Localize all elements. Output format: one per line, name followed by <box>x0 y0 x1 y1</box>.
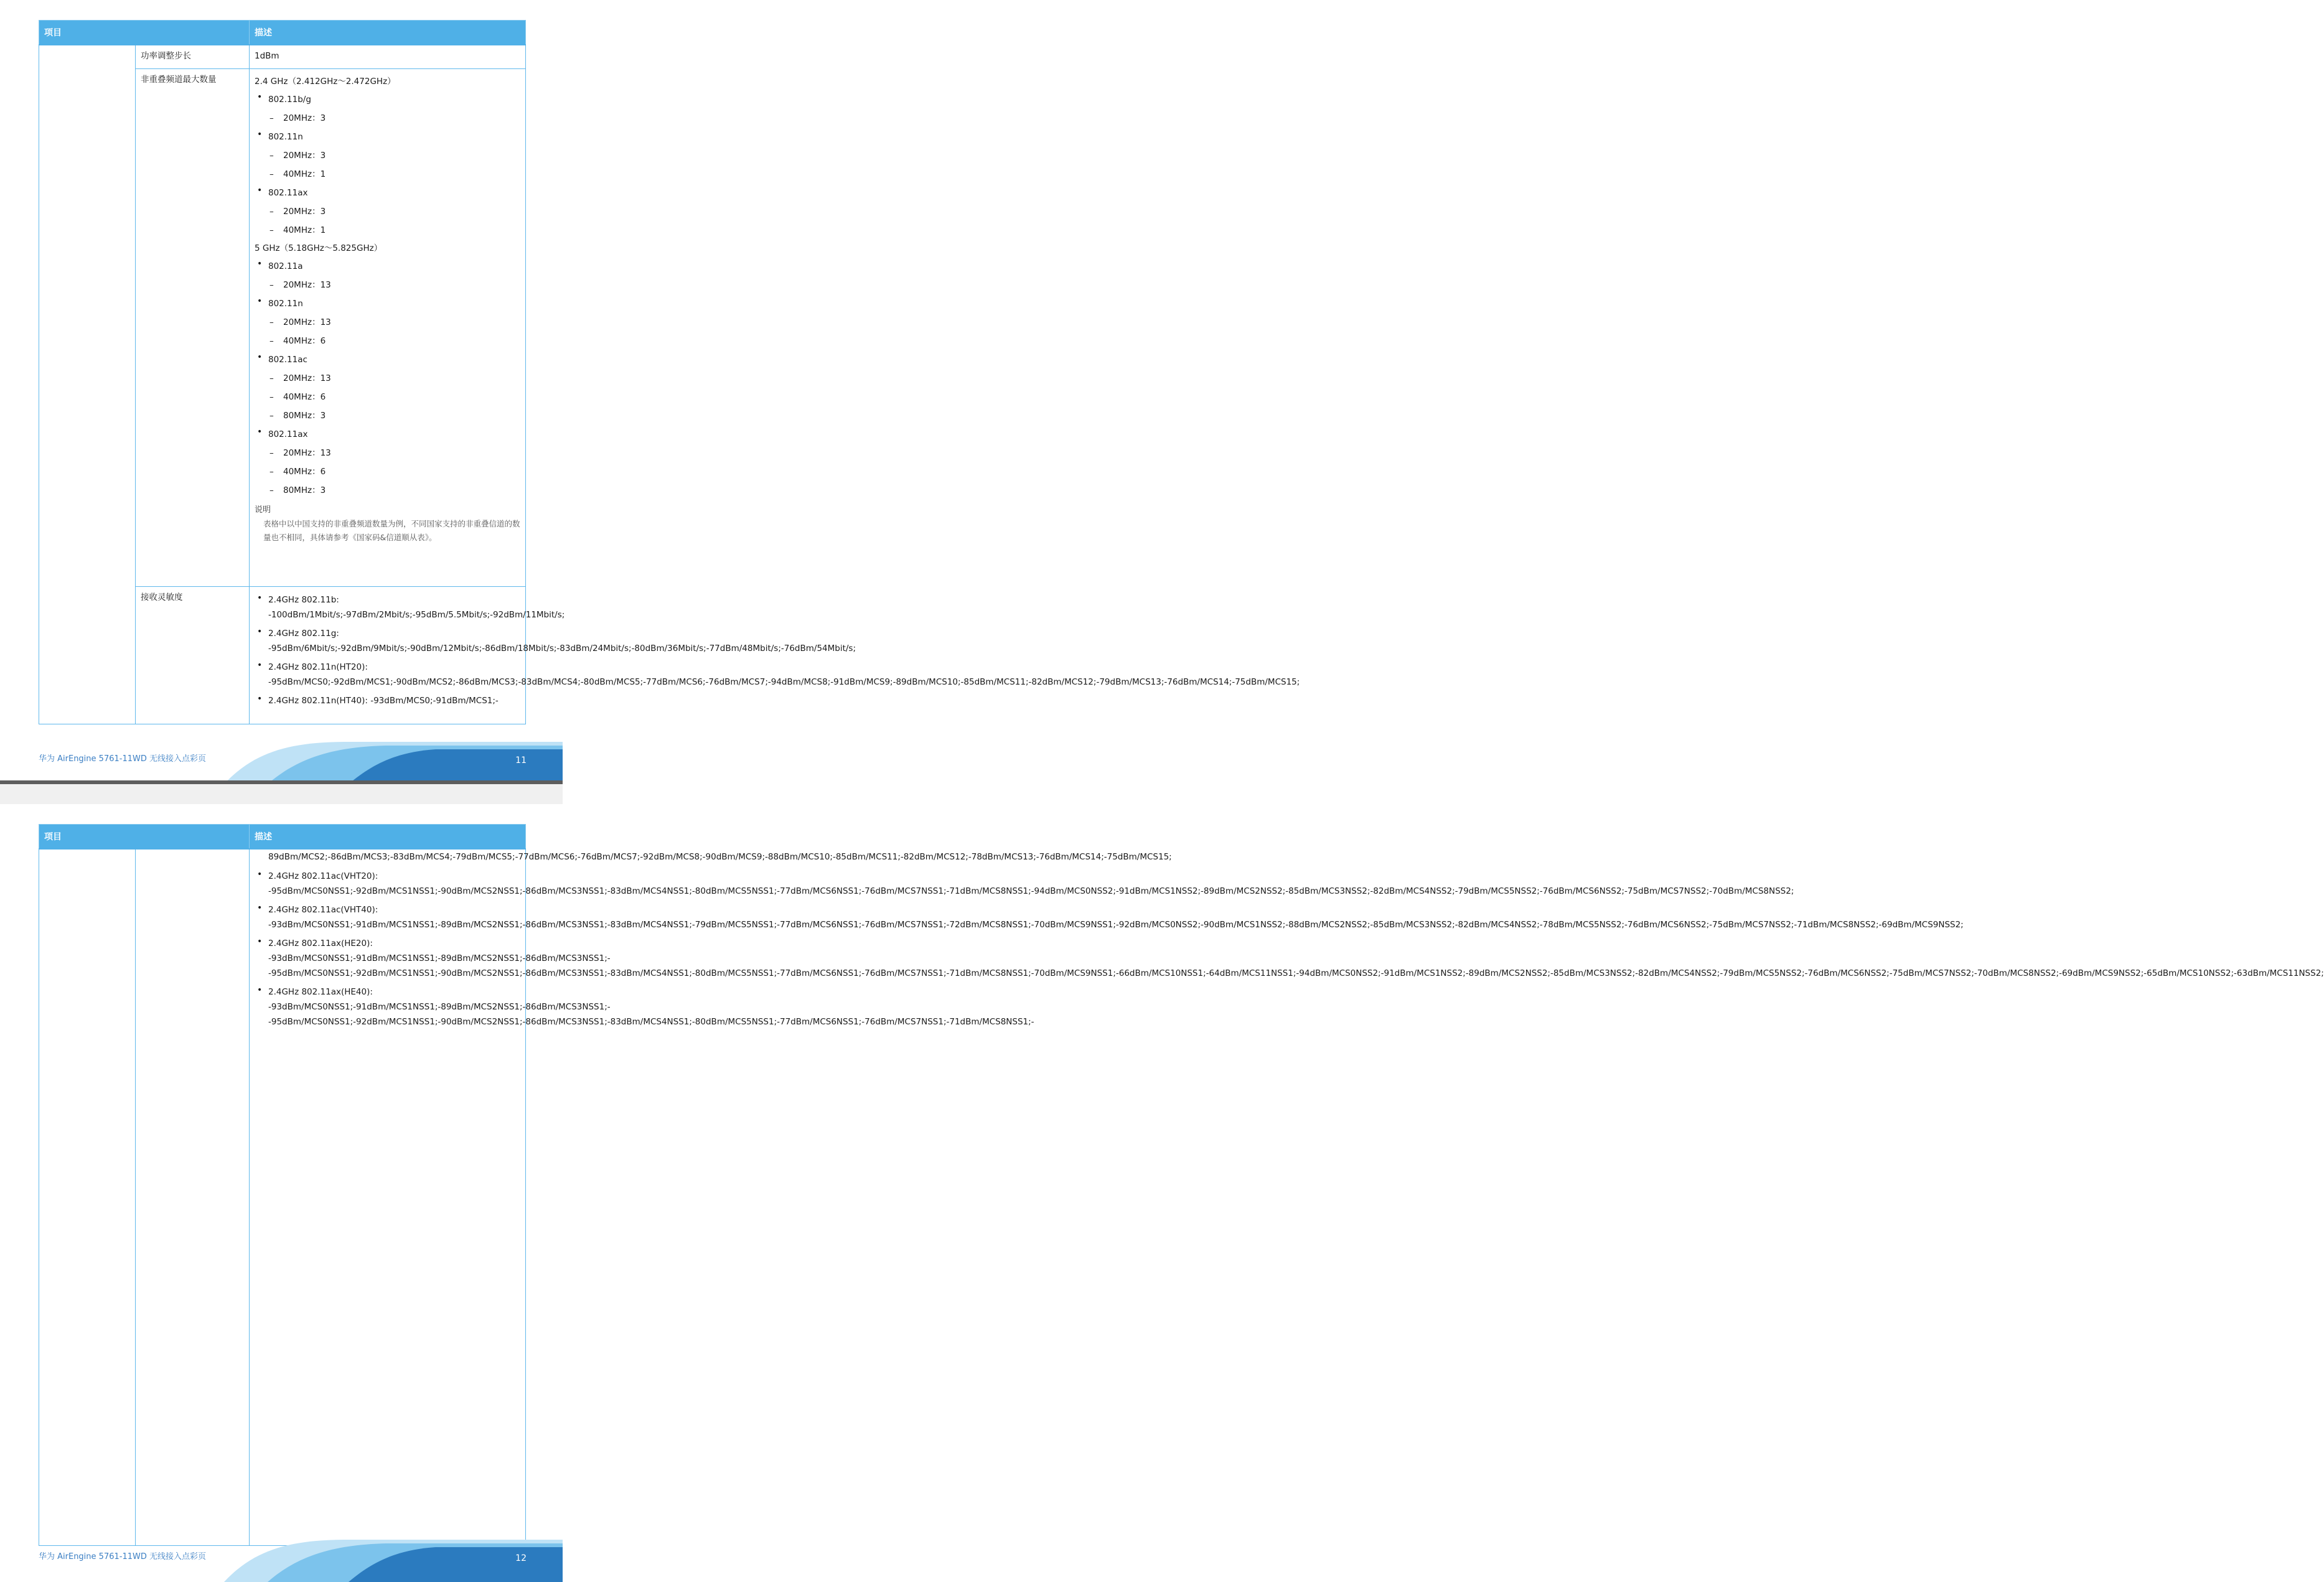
list-item: – 80MHz：3 <box>268 481 520 500</box>
list-item: • 2.4GHz 802.11n(HT20): -95dBm/MCS0;-92dBm/MCS1;-90dBm/MCS2;-86dBm/MCS3;-83dBm/MCS4;-80dBm/MCS5;-77dBm/MCS6;-76dBm/MCS7;-94dBm/MCS8;-91dBm/MCS9;-89dBm/MCS10;-85dBm/MCS11;-82dBm/MCS12;-79dBm/MCS13;-76dBm/MCS14;-75dBm/MCS15; <box>255 658 520 691</box>
list-item: • 802.11b/g – 20MHz：3 <box>255 90 520 128</box>
band-5ghz: 5 GHz（5.18GHz～5.825GHz） <box>255 243 383 253</box>
list-item: • 2.4GHz 802.11g: -95dBm/6Mbit/s;-92dBm/9Mbit/s;-90dBm/12Mbit/s;-86dBm/18Mbit/s;-83dBm/24Mbit/s;-80dBm/36Mbit/s;-77dBm/48Mbit/s;-76dBm/54Mbit/s; <box>255 624 520 658</box>
list-item: – 20MHz：13 <box>268 313 520 332</box>
category-cell <box>39 45 136 724</box>
list-item: – 20MHz：3 <box>268 202 520 221</box>
list-item: • 2.4GHz 802.11n(HT40): -93dBm/MCS0;-91dBm/MCS1;- <box>255 691 520 710</box>
note-title: 说明 <box>255 505 271 515</box>
document-page-12 <box>0 804 2324 1581</box>
standards-5ghz-list <box>255 257 520 500</box>
list-item: • 802.11n – 20MHz：13 – 40MHz：6 <box>255 294 520 350</box>
row-label: 功率调整步长 <box>136 45 250 68</box>
row-value <box>250 849 2324 1546</box>
list-item: • 2.4GHz 802.11ax(HE40): -93dBm/MCS0NSS1;-91dBm/MCS1NSS1;-89dBm/MCS2NSS1;-86dBm/MCS3NSS1;- -95dBm/MCS0NSS1;-92dBm/MCS1NSS1;-90dBm/MCS2NSS1;-86dBm/MCS3NSS1;-83dBm/MCS4NSS1;-80dBm/MCS5NSS1;-77dBm/MCS6NSS1;-76dBm/MCS7NSS1;-71dBm/MCS8NSS1;- <box>255 983 520 1031</box>
footer-title: 华为 AirEngine 5761-11WD 无线接入点彩页 <box>39 754 206 764</box>
document-page-11 <box>0 0 1300 783</box>
table-header-row <box>39 21 526 45</box>
sensitivity-list <box>255 591 1300 710</box>
list-item: – 20MHz：3 <box>268 109 520 128</box>
page-footer <box>0 738 563 784</box>
list-item: – 20MHz：13 <box>268 276 520 294</box>
list-item: • 2.4GHz 802.11ac(VHT40): -93dBm/MCS0NSS1;-91dBm/MCS1NSS1;-89dBm/MCS2NSS1;-86dBm/MCS3NSS1;-83dBm/MCS4NSS1;-79dBm/MCS5NSS1;-77dBm/MCS6NSS1;-76dBm/MCS7NSS1;-72dBm/MCS8NSS1;-70dBm/MCS9NSS1;-92dBm/MCS0NSS2;-90dBm/MCS1NSS2;-88dBm/MCS2NSS2;-85dBm/MCS3NSS2;-82dBm/MCS4NSS2;-78dBm/MCS5NSS2;-76dBm/MCS6NSS2;-75dBm/MCS7NSS2;-71dBm/MCS8NSS2;-69dBm/MCS9NSS2; <box>255 901 520 934</box>
list-item: • 2.4GHz 802.11ax(HE20): -93dBm/MCS0NSS1;-91dBm/MCS1NSS1;-89dBm/MCS2NSS1;-86dBm/MCS3NSS1;- -95dBm/MCS0NSS1;-92dBm/MCS1NSS1;-90dBm/MCS2NSS1;-86dBm/MCS3NSS1;-83dBm/MCS4NSS1;-80dBm/MCS5NSS1;-77dBm/MCS6NSS1;-76dBm/MCS7NSS1;-71dBm/MCS8NSS1;-70dBm/MCS9NSS1;-66dBm/MCS10NSS1;-64dBm/MCS11NSS1;-94dBm/MCS0NSS2;-91dBm/MCS1NSS2;-89dBm/MCS2NSS2;-85dBm/MCS3NSS2;-82dBm/MCS4NSS2;-79dBm/MCS5NSS2;-76dBm/MCS6NSS2;-75dBm/MCS7NSS2;-70dBm/MCS8NSS2;-69dBm/MCS9NSS2;-65dBm/MCS10NSS2;-63dBm/MCS11NSS2; <box>255 934 520 983</box>
header-item: 项目 <box>39 825 250 850</box>
standards-24ghz-list <box>255 90 520 240</box>
header-description: 描述 <box>250 21 526 45</box>
spec-table <box>39 20 1300 724</box>
table-row <box>39 45 526 68</box>
list-item: • 802.11n – 20MHz：3 – 40MHz：1 <box>255 128 520 184</box>
band-24ghz: 2.4 GHz（2.412GHz～2.472GHz） <box>255 76 396 87</box>
list-item: • 802.11ac – 20MHz：13 – 40MHz：6 – 80MHz：3 <box>255 350 520 425</box>
page-footer <box>0 1536 563 1582</box>
table-row <box>39 849 526 1546</box>
page-number: 12 <box>515 1553 527 1563</box>
row-value <box>250 587 1300 724</box>
list-item: • 2.4GHz 802.11ac(VHT20): -95dBm/MCS0NSS1;-92dBm/MCS1NSS1;-90dBm/MCS2NSS1;-86dBm/MCS3NSS1;-83dBm/MCS4NSS1;-80dBm/MCS5NSS1;-77dBm/MCS6NSS1;-76dBm/MCS7NSS1;-71dBm/MCS8NSS1;-94dBm/MCS0NSS2;-91dBm/MCS1NSS2;-89dBm/MCS2NSS2;-85dBm/MCS3NSS2;-82dBm/MCS4NSS2;-79dBm/MCS5NSS2;-76dBm/MCS6NSS2;-75dBm/MCS7NSS2;-70dBm/MCS8NSS2; <box>255 867 520 901</box>
sensitivity-list <box>255 867 2324 1031</box>
list-item: – 40MHz：1 <box>268 165 520 184</box>
category-cell <box>39 849 136 1546</box>
list-item: – 20MHz：13 <box>268 444 520 462</box>
list-item: – 20MHz：13 <box>268 369 520 388</box>
list-item: • 802.11ax – 20MHz：3 – 40MHz：1 <box>255 184 520 240</box>
page-number: 11 <box>515 756 527 765</box>
header-item: 项目 <box>39 21 250 45</box>
list-item: • 802.11ax – 20MHz：13 – 40MHz：6 – 80MHz：3 <box>255 425 520 500</box>
spec-table <box>39 824 2324 1546</box>
list-item: • 802.11a – 20MHz：13 <box>255 257 520 294</box>
row-label <box>136 849 250 1546</box>
row-label: 接收灵敏度 <box>136 587 250 724</box>
continuation-text: 89dBm/MCS2;-86dBm/MCS3;-83dBm/MCS4;-79dBm/MCS5;-77dBm/MCS6;-76dBm/MCS7;-92dBm/MCS8;-90dBm/MCS9;-88dBm/MCS10;-85dBm/MCS11;-82dBm/MCS12;-78dBm/MCS13;-76dBm/MCS14;-75dBm/MCS15; <box>268 852 1172 862</box>
row-label: 非重叠频道最大数量 <box>136 68 250 586</box>
list-item: – 80MHz：3 <box>268 406 520 425</box>
list-item: – 20MHz：3 <box>268 146 520 165</box>
list-item: – 40MHz：6 <box>268 332 520 350</box>
note-body: 表格中以中国支持的非重叠频道数量为例，不同国家支持的非重叠信道的数量也不相同，具体请参考《国家码&信道顺从表》。 <box>263 518 520 542</box>
list-item: – 40MHz：1 <box>268 221 520 240</box>
table-header-row <box>39 825 526 850</box>
page-separator <box>0 780 563 804</box>
row-value: 1dBm <box>250 45 526 68</box>
footer-title: 华为 AirEngine 5761-11WD 无线接入点彩页 <box>39 1552 206 1561</box>
list-item: • 2.4GHz 802.11b: -100dBm/1Mbit/s;-97dBm/2Mbit/s;-95dBm/5.5Mbit/s;-92dBm/11Mbit/s; <box>255 591 520 624</box>
header-description: 描述 <box>250 825 526 850</box>
list-item: – 40MHz：6 <box>268 462 520 481</box>
list-item: – 40MHz：6 <box>268 388 520 406</box>
row-value <box>250 68 526 586</box>
